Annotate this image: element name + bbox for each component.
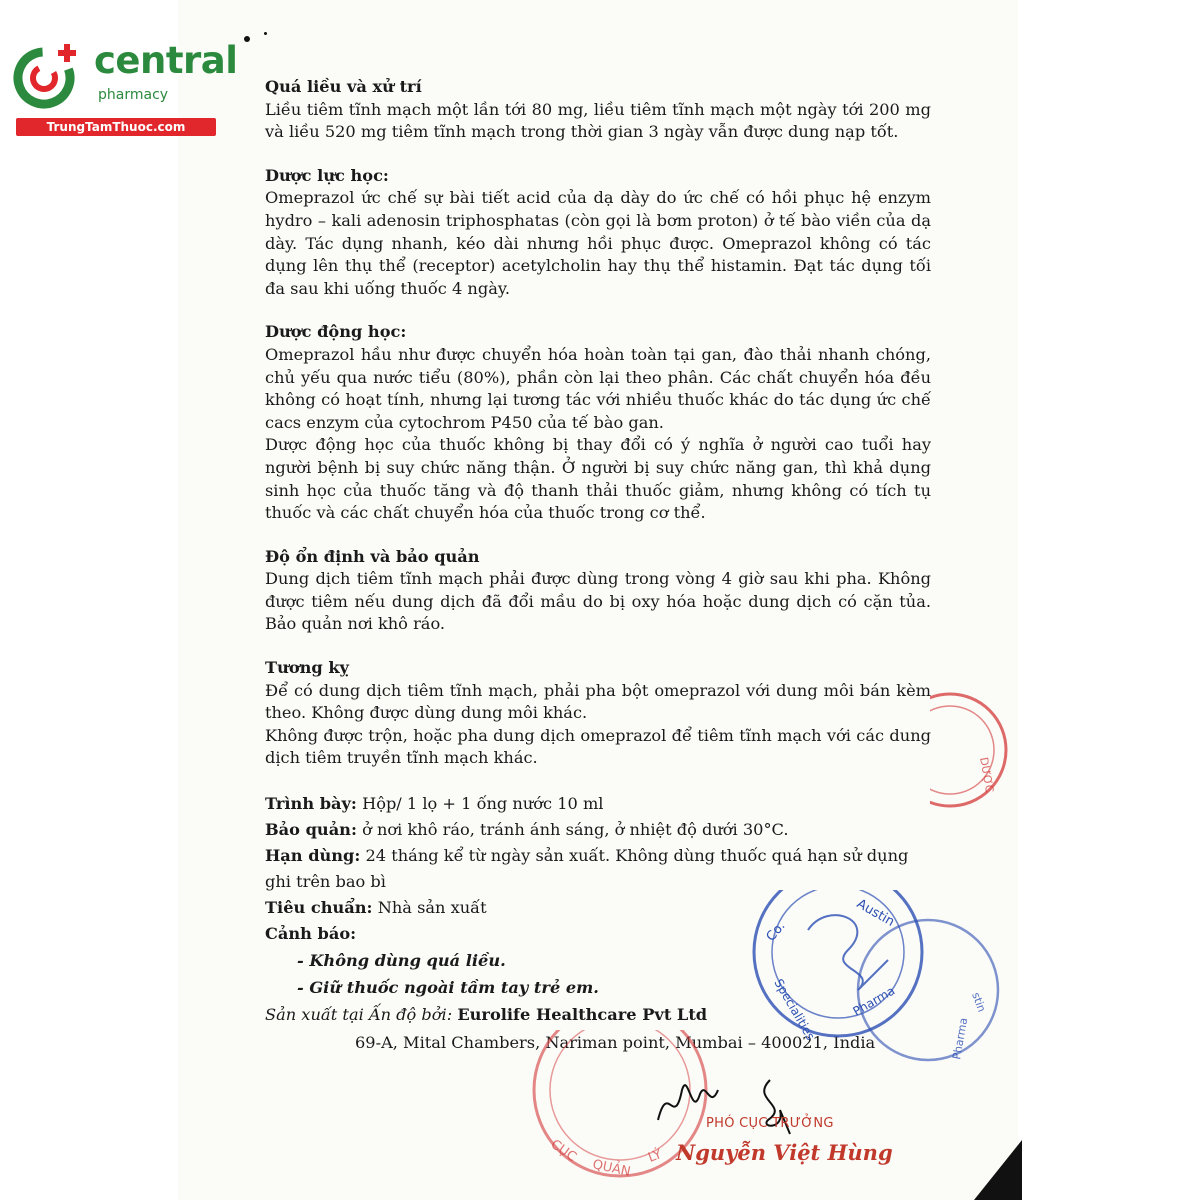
stamp-text: CỤC (547, 1136, 579, 1166)
section-paragraph: Omeprazol ức chế sự bài tiết acid của dạ dày do ức chế có hồi phục hệ enzym hydro – kali adenosin triphosphatas (còn gọi là bơm proton) ở tế bào viền của dạ dày. Tác dụng nhanh, kéo dài nhưng hồi phục được. Omeprazol không có tác dụng lên thụ thể (receptor) acetylcholin hay thụ thể histamin. Đạt tác dụng tối đa sau khi uống thuốc 4 ngày. (265, 188, 931, 298)
section-paragraph: Liều tiêm tĩnh mạch một lần tới 80 mg, liều tiêm tĩnh mạch một ngày tới 200 mg và liều 520 mg tiêm tĩnh mạch trong thời gian 3 ngày vẫn được dung nạp tốt. (265, 99, 931, 142)
stamp-text: Pharma (850, 983, 898, 1019)
logo-site-link[interactable]: TrungTamThuoc.com (16, 118, 216, 136)
pharmacy-logo-icon (12, 40, 82, 110)
section-paragraph: Dung dịch tiêm tĩnh mạch phải được dùng trong vòng 4 giờ sau khi pha. Không được tiêm nếu dung dịch đã đổi mầu do bị oxy hóa hoặc dung dịch có cặn tủa. Bảo quản nơi khô ráo. (265, 569, 931, 634)
section-heading: Quá liều và xử trí (265, 77, 422, 96)
detail-value: Nhà sản xuất (377, 898, 487, 918)
red-seal-stamp-partial (930, 680, 1010, 820)
section-pharmacodynamics (265, 165, 931, 301)
warning-item: - Không dùng quá liều. (297, 951, 506, 971)
warning-item: - Giữ thuốc ngoài tầm tay trẻ em. (297, 978, 599, 998)
stamp-text: LÝ (646, 1147, 665, 1166)
speck (264, 32, 267, 35)
section-heading: Dược lực học: (265, 165, 389, 185)
section-pharmacokinetics (265, 321, 931, 524)
section-incompatibility (265, 657, 931, 770)
section-heading: Độ ổn định và bảo quản (265, 546, 480, 566)
detail-row-expiry (265, 843, 931, 895)
warning-heading: Cảnh báo: (265, 924, 357, 944)
stamp-text: Austin (854, 896, 897, 930)
stamp-text: Co. (763, 918, 789, 945)
detail-value: ở nơi khô ráo, tránh ánh sáng, ở nhiệt độ dưới 30°C. (362, 820, 789, 840)
speck (244, 36, 250, 42)
stamp-text: stin (969, 990, 989, 1014)
detail-row-presentation (265, 791, 931, 817)
detail-value: Hộp/ 1 lọ + 1 ống nước 10 ml (362, 794, 604, 814)
stamp-text: Specialities (771, 976, 818, 1043)
logo-sub-text: pharmacy (98, 87, 169, 103)
manufacturer-prefix: Sản xuất tại Ấn độ bởi: (265, 1005, 453, 1025)
detail-label: Bảo quản: (265, 820, 357, 840)
logo-brand-text: central (94, 39, 238, 82)
detail-label: Tiêu chuẩn: (265, 898, 373, 918)
section-overdose (265, 76, 931, 144)
section-stability-storage (265, 546, 931, 636)
stamp-text: Pharma (950, 1016, 971, 1061)
detail-label: Trình bày: (265, 794, 357, 814)
stamp-text: QUẢN (591, 1157, 632, 1180)
manufacturer-address: 69-A, Mital Chambers, Nariman point, Mumbai – 400021, India (355, 1033, 876, 1053)
section-paragraph: Omeprazol hầu như được chuyển hóa hoàn toàn tại gan, đào thải nhanh chóng, chủ yếu qua nước tiểu (80%), phần còn lại theo phân. Các chất chuyển hóa đều không có hoạt tính, nhưng lại tương tác với nhiều thuốc khác do tác dụng ức chế cacs enzym của cytochrom P450 của tế bào gan. (265, 344, 931, 432)
detail-label: Hạn dùng: (265, 846, 361, 866)
stamp-text: DƯỢC (977, 756, 997, 794)
approval-name: Nguyễn Việt Hùng (676, 1140, 893, 1165)
section-paragraph: Dược động học của thuốc không bị thay đổi có ý nghĩa ở người cao tuổi hay người bệnh bị suy chức năng thận. Ở người bị suy chức năng gan, thì khả dụng sinh học của thuốc tăng và độ thanh thải thuốc giảm, nhưng không có tích tụ thuốc và các chất chuyển hóa của thuốc trong cơ thể. (265, 435, 931, 523)
section-heading: Tương kỵ (265, 658, 349, 678)
section-paragraph: Không được trộn, hoặc pha dung dịch omeprazol để tiêm tĩnh mạch với các dung dịch tiêm truyền tĩnh mạch khác. (265, 725, 931, 768)
section-heading: Dược động học: (265, 322, 407, 342)
central-pharmacy-logo[interactable] (8, 38, 238, 138)
scan-corner-shadow (974, 1140, 1022, 1200)
detail-value: 24 tháng kể từ ngày sản xuất. Không dùng thuốc quá hạn sử dụng ghi trên bao bì (265, 846, 909, 892)
detail-row-storage (265, 817, 931, 843)
section-paragraph: Để có dung dịch tiêm tĩnh mạch, phải pha bột omeprazol với dung môi bán kèm theo. Không được dùng dung môi khác. (265, 680, 931, 723)
approval-title: PHÓ CỤC TRƯỞNG (706, 1116, 834, 1131)
manufacturer-name: Eurolife Healthcare Pvt Ltd (457, 1005, 708, 1025)
